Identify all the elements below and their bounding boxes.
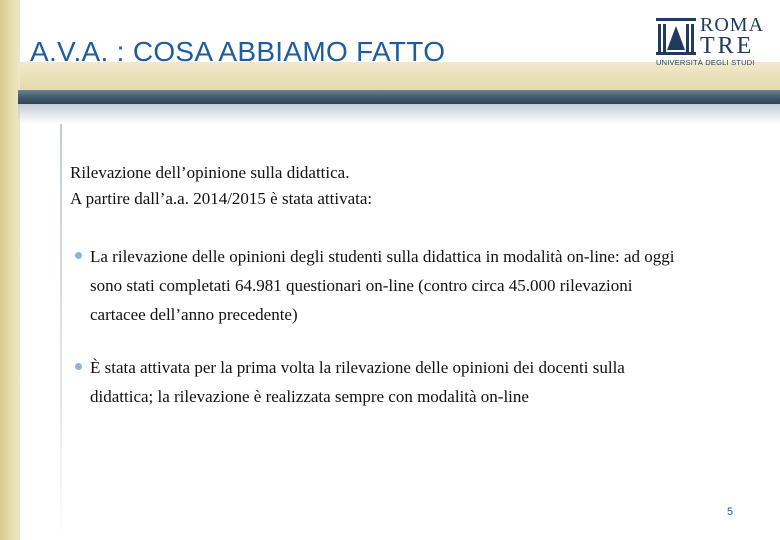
logo-text-tre: TRE — [700, 33, 755, 59]
left-beige-band — [0, 0, 20, 540]
bullet-list — [70, 242, 690, 411]
slide-body — [70, 160, 690, 411]
university-logo — [652, 14, 765, 70]
intro-line-2: A partire dall’a.a. 2014/2015 è stata attivata: — [70, 189, 373, 208]
bullet-text: È stata attivata per la prima volta la rilevazione delle opinioni dei docenti sulla didattica; la rilevazione è realizzata sempre con modalità on-line — [90, 358, 625, 406]
logo-text-university: UNIVERSITÀ DEGLI STUDI — [656, 58, 755, 67]
column-triangle-logo-icon — [656, 18, 696, 56]
bullet-dot-icon — [75, 363, 82, 370]
page-number: 5 — [726, 506, 734, 518]
intro-line-1: Rilevazione dell’opinione sulla didattica. — [70, 163, 350, 182]
intro-text — [70, 160, 690, 212]
bullet-item — [70, 242, 690, 329]
logo-text-roma: ROMA — [700, 14, 765, 36]
bullet-dot-icon — [75, 252, 82, 259]
header-bar-shadow — [18, 104, 780, 124]
bullet-item — [70, 353, 690, 411]
bullet-text: La rilevazione delle opinioni degli studenti sulla didattica in modalità on-line: ad oggi sono stati completati 64.981 questionari on-line (contro circa 45.000 rilevazioni cartacee dell’anno precedente) — [90, 247, 675, 324]
slide-title: A.V.A. : COSA ABBIAMO FATTO — [30, 36, 446, 67]
content-vertical-rule — [60, 124, 62, 540]
header-divider-bar — [18, 90, 780, 104]
